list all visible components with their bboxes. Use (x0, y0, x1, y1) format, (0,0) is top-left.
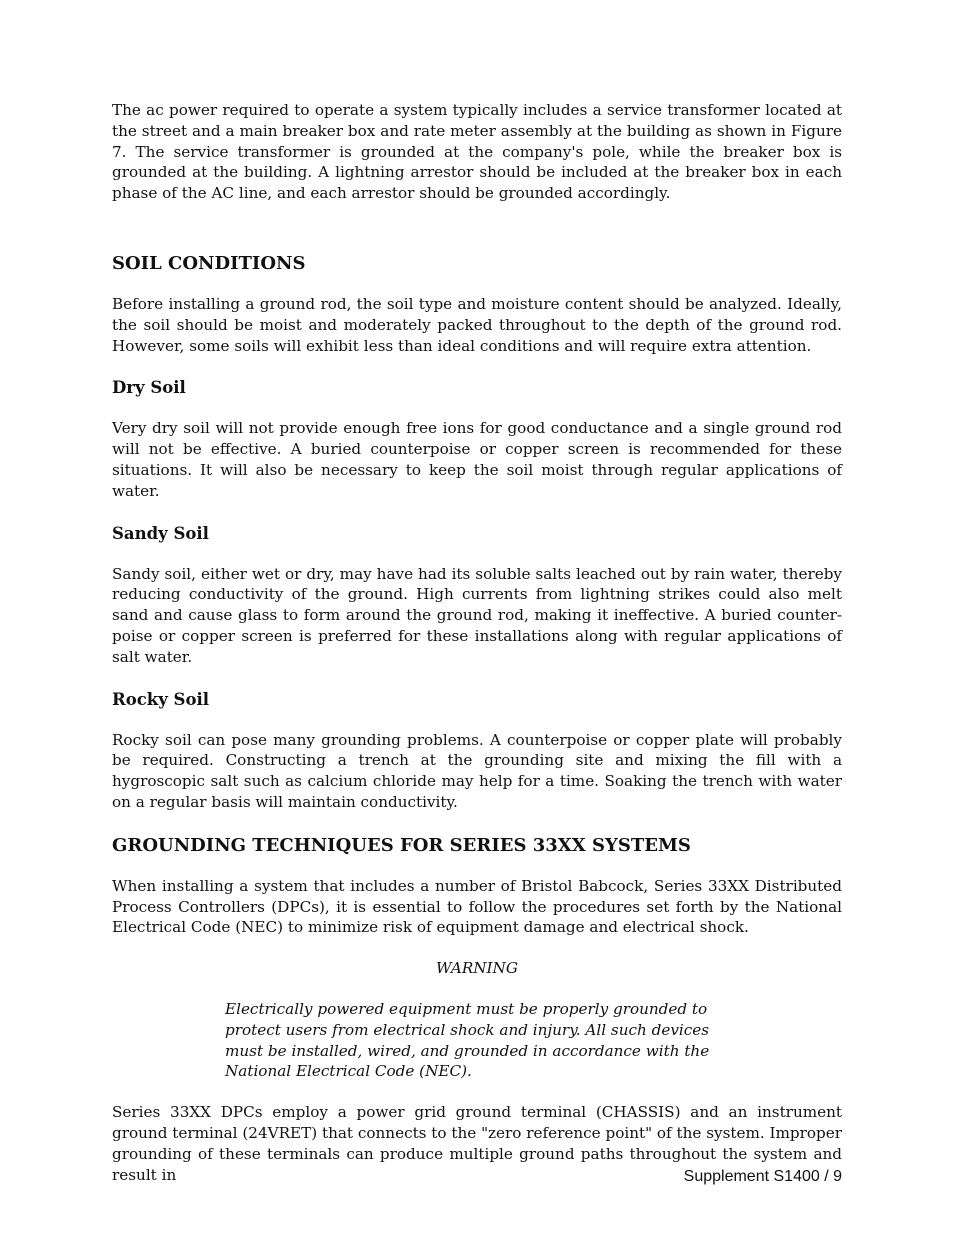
grounding-techniques-paragraph: When installing a system that includes a number of Bristol Babcock, Series 33XX Distributed Process Controllers (DPCs), it is essential to follow the procedures set forth by the National Electrical Code (NEC) to minimize risk of equipment damage and electrical shock. (112, 876, 842, 937)
page-content (112, 100, 842, 1185)
warning-title: WARNING (436, 959, 518, 978)
sandy-soil-heading: Sandy Soil (112, 523, 209, 543)
grounding-techniques-heading: GROUNDING TECHNIQUES FOR SERIES 33XX SYSTEMS (112, 834, 691, 856)
soil-conditions-heading: SOIL CONDITIONS (112, 252, 306, 274)
dry-soil-paragraph: Very dry soil will not provide enough free ions for good conductance and a single ground rod will not be effective. A buried counterpoise or copper screen is recommended for these situations. It will also be necessary to keep the soil moist through regular applications of water. (112, 419, 842, 500)
final-paragraph: Series 33XX DPCs employ a power grid ground terminal (CHASSIS) and an instrument ground terminal (24VRET) that connects to the "zero reference point" of the system. Improper grounding of these terminals can produce multiple ground paths throughout the system and result in (112, 1103, 843, 1184)
rocky-soil-heading: Rocky Soil (112, 689, 209, 709)
rocky-soil-paragraph: Rocky soil can pose many grounding problems. A counterpoise or copper plate will probably be required. Constructing a trench at the grounding site and mixing the fill with a hygroscopic salt such as calcium chloride may help for a time. Soaking the trench with water on a regular basis will maintain conductivity. (112, 730, 842, 811)
intro-paragraph: The ac power required to operate a system typically includes a service transformer located at the street and a main breaker box and rate meter assembly at the building as shown in Figure 7. The service transformer is grounded at the company's pole, while the breaker box is grounded at the building. A lightning arrestor should be included at the breaker box in each phase of the AC line, and each arrestor should be grounded accordingly. (112, 101, 842, 203)
dry-soil-heading: Dry Soil (112, 378, 186, 398)
page-footer: Supplement S1400 / 9 (683, 1168, 842, 1185)
soil-conditions-paragraph: Before installing a ground rod, the soil type and moisture content should be analyzed. Ideally, the soil should be moist and moderately packed throughout to the depth of the ground rod. However, some soils will exhibit less than ideal conditions and will require extra attention. (112, 294, 842, 355)
warning-text: Electrically powered equipment must be properly grounded to protect users from electrical shock and injury. All such devices must be installed, wired, and grounded in accordance with the National Electrical Code (NEC). (225, 999, 710, 1081)
sandy-soil-paragraph: Sandy soil, either wet or dry, may have had its soluble salts leached out by rain water, thereby reducing conductivity of the ground. High currents from lightning strikes could also melt sand and cause glass to form around the ground rod, making it ineffective. A buried counter- poise or copper screen is preferred for these installations along with regular applications of salt water. (112, 564, 842, 666)
